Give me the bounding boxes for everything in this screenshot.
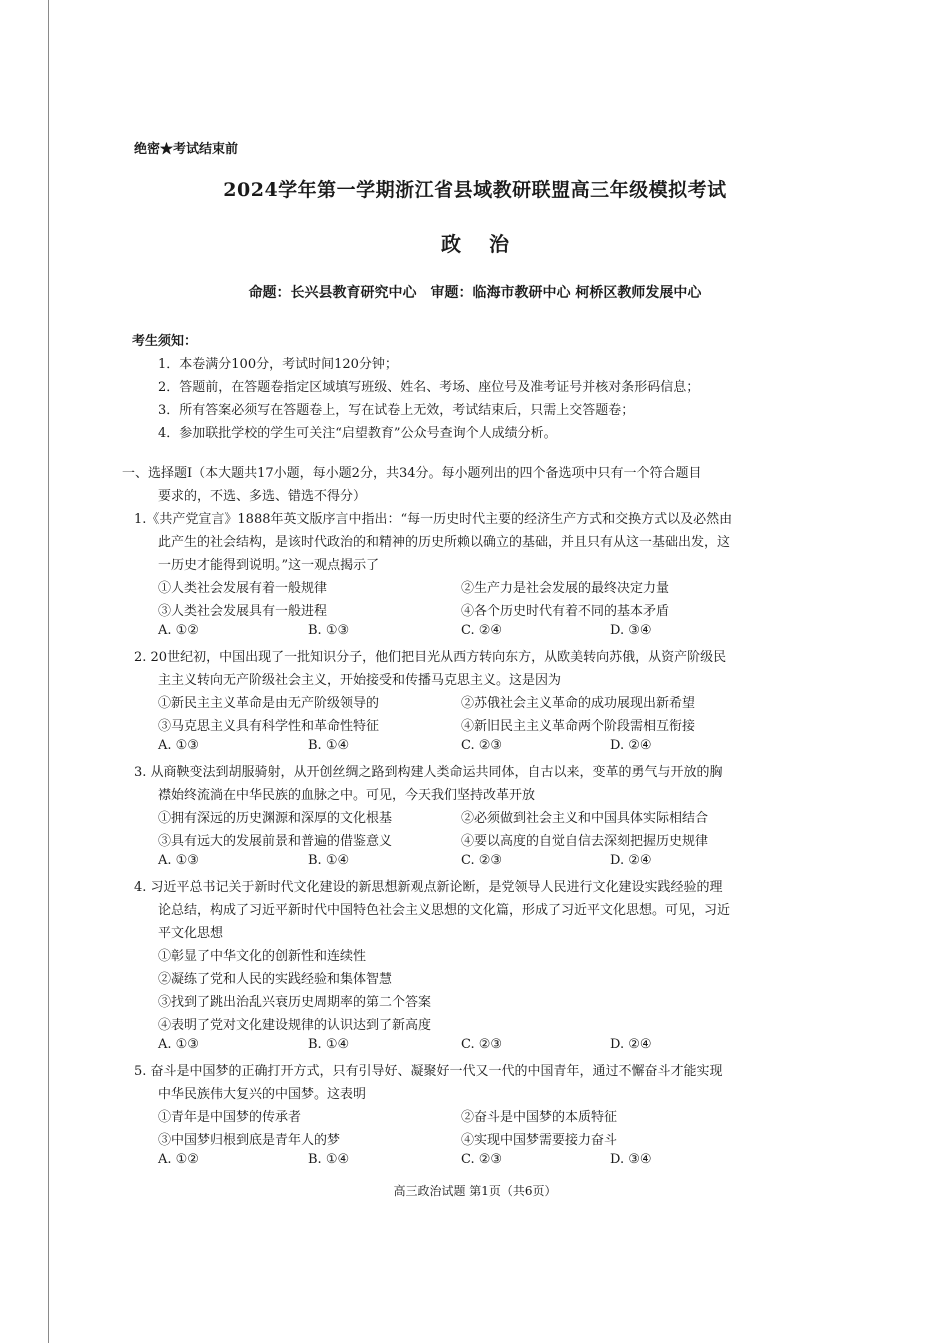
notice-item: 2．答题前，在答题卷指定区域填写班级、姓名、考场、座位号及准考证号并核对条形码信息； (158, 380, 700, 395)
question-2-option: ②苏俄社会主义革命的成功展现出新希望 (461, 696, 696, 711)
question-5-choice-c: C. ②③ (461, 1152, 503, 1167)
secret-label: 绝密★考试结束前 (134, 142, 239, 157)
question-4-choice-c: C. ②③ (461, 1037, 503, 1052)
question-3-choice-b: B. ①④ (308, 853, 350, 868)
question-1-option: ④各个历史时代有着不同的基本矛盾 (461, 604, 670, 619)
question-5-choice-d: D. ③④ (610, 1152, 652, 1167)
question-5-choice-b: B. ①④ (308, 1152, 350, 1167)
question-3-option: ①拥有深远的历史渊源和深厚的文化根基 (158, 811, 393, 826)
section-heading: 一、选择题Ⅰ（本大题共17小题，每小题2分，共34分。每小题列出的四个备选项中只有一个符合题目 (122, 466, 702, 481)
notice-item: 4．参加联批学校的学生可关注“启望教育”公众号查询个人成绩分析。 (158, 426, 557, 441)
section-heading-cont: 要求的，不选、多选、错选不得分） (158, 489, 367, 504)
question-5-option: ③中国梦归根到底是青年人的梦 (158, 1133, 341, 1148)
question-3-option: ④要以高度的自觉自信去深刻把握历史规律 (461, 834, 709, 849)
question-1-stem: 1.《共产党宣言》1888年英文版序言中指出：“每一历史时代主要的经济生产方式和交换方式以及必然由 (134, 512, 733, 527)
question-4-option: ②凝练了党和人民的实践经验和集体智慧 (158, 972, 393, 987)
question-2-choice-b: B. ①④ (308, 738, 350, 753)
question-2-choice-a: A. ①③ (158, 738, 199, 753)
question-1-stem: 一历史才能得到说明。”这一观点揭示了 (158, 558, 380, 573)
notice-item: 3．所有答案必须写在答题卷上，写在试卷上无效，考试结束后，只需上交答题卷； (158, 403, 635, 418)
question-3-stem: 襟始终流淌在中华民族的血脉之中。可见，今天我们坚持改革开放 (158, 788, 536, 803)
question-1-option: ③人类社会发展具有一般进程 (158, 604, 328, 619)
question-4-stem: 平文化思想 (158, 926, 224, 941)
question-4-choice-a: A. ①③ (158, 1037, 199, 1052)
question-5-stem: 中华民族伟大复兴的中国梦。这表明 (158, 1087, 367, 1102)
question-4-choice-d: D. ②④ (610, 1037, 652, 1052)
page-footer: 高三政治试题 第1页（共6页） (393, 1184, 557, 1198)
question-5-choice-a: A. ①② (158, 1152, 199, 1167)
question-1-choice-c: C. ②④ (461, 623, 503, 638)
question-4-option: ④表明了党对文化建设规律的认识达到了新高度 (158, 1018, 432, 1033)
question-4-stem: 论总结，构成了习近平新时代中国特色社会主义思想的文化篇，形成了习近平文化思想。可见，习近 (158, 903, 731, 918)
question-5-option: ②奋斗是中国梦的本质特征 (461, 1110, 618, 1125)
exam-title: 2024学年第一学期浙江省县域教研联盟高三年级模拟考试 (223, 179, 727, 201)
question-4-option: ③找到了跳出治乱兴衰历史周期率的第二个答案 (158, 995, 432, 1010)
notice-item: 1．本卷满分100分，考试时间120分钟； (158, 357, 398, 372)
authors-line: 命题：长兴县教育研究中心 审题：临海市教研中心 柯桥区教师发展中心 (248, 285, 702, 301)
question-2-stem: 2. 20世纪初，中国出现了一批知识分子，他们把目光从西方转向东方，从欧美转向苏俄，从资产阶级民 (134, 650, 727, 665)
question-5-option: ④实现中国梦需要接力奋斗 (461, 1133, 618, 1148)
subject-title: 政治 (441, 232, 537, 256)
question-2-choice-c: C. ②③ (461, 738, 503, 753)
question-3-option: ②必须做到社会主义和中国具体实际相结合 (461, 811, 709, 826)
question-1-choice-b: B. ①③ (308, 623, 350, 638)
question-3-choice-c: C. ②③ (461, 853, 503, 868)
question-3-stem: 3. 从商鞅变法到胡服骑射，从开创丝绸之路到构建人类命运共同体，自古以来，变革的勇气与开放的胸 (134, 765, 723, 780)
question-1-stem: 此产生的社会结构，是该时代政治的和精神的历史所赖以确立的基础，并且只有从这一基础出发，这 (158, 535, 731, 550)
question-2-stem: 主主义转向无产阶级社会主义，开始接受和传播马克思主义。这是因为 (158, 673, 562, 688)
question-3-choice-d: D. ②④ (610, 853, 652, 868)
question-2-option: ③马克思主义具有科学性和革命性特征 (158, 719, 380, 734)
question-1-choice-a: A. ①② (158, 623, 199, 638)
question-4-choice-b: B. ①④ (308, 1037, 350, 1052)
question-2-option: ①新民主主义革命是由无产阶级领导的 (158, 696, 380, 711)
notice-heading: 考生须知： (132, 334, 198, 349)
question-3-choice-a: A. ①③ (158, 853, 199, 868)
question-1-option: ①人类社会发展有着一般规律 (158, 581, 328, 596)
question-2-option: ④新旧民主主义革命两个阶段需相互衔接 (461, 719, 696, 734)
question-4-option: ①彰显了中华文化的创新性和连续性 (158, 949, 367, 964)
question-2-choice-d: D. ②④ (610, 738, 652, 753)
question-1-option: ②生产力是社会发展的最终决定力量 (461, 581, 670, 596)
question-5-stem: 5. 奋斗是中国梦的正确打开方式，只有引导好、凝聚好一代又一代的中国青年，通过不懈奋斗才能实现 (134, 1064, 723, 1079)
question-3-option: ③具有远大的发展前景和普遍的借鉴意义 (158, 834, 393, 849)
question-4-stem: 4. 习近平总书记关于新时代文化建设的新思想新观点新论断，是党领导人民进行文化建设实践经验的理 (134, 880, 723, 895)
question-1-choice-d: D. ③④ (610, 623, 652, 638)
question-5-option: ①青年是中国梦的传承者 (158, 1110, 302, 1125)
